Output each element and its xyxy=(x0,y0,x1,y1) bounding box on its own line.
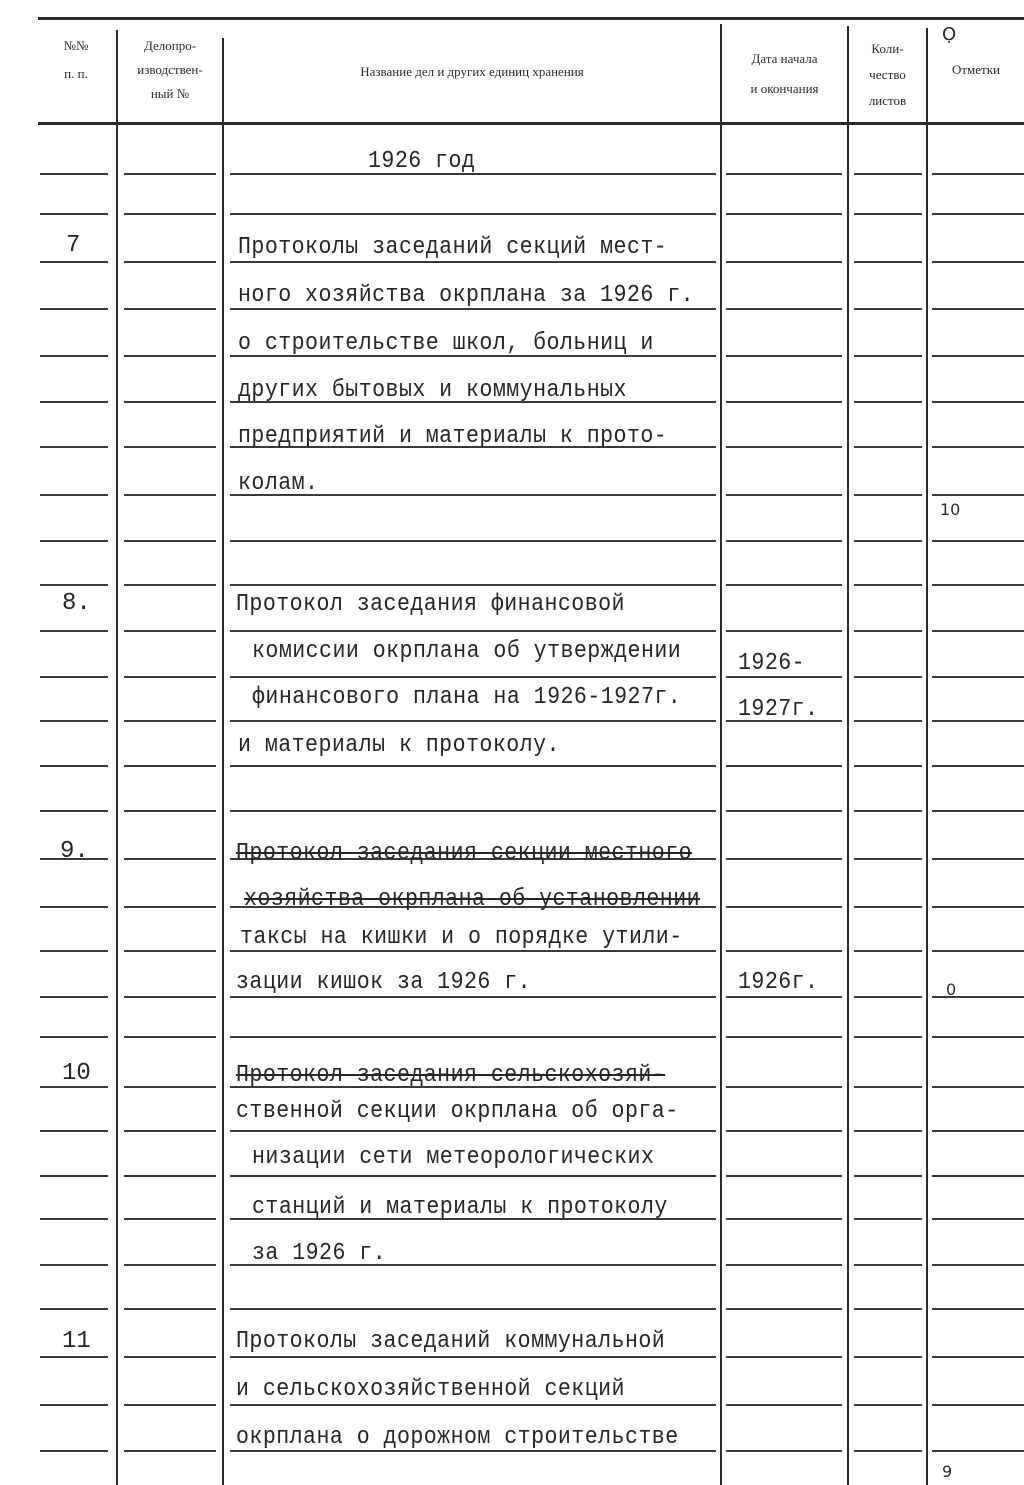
ruled-line xyxy=(230,720,716,722)
ruled-line xyxy=(932,906,1024,908)
ruled-line xyxy=(124,1404,216,1406)
entry-number: 7 xyxy=(66,232,81,259)
ruled-line xyxy=(932,1036,1024,1038)
ruled-line xyxy=(854,173,922,175)
entry-date: 1927г. xyxy=(738,696,819,723)
ruled-line xyxy=(40,494,108,496)
ruled-line xyxy=(854,676,922,678)
ruled-line xyxy=(124,173,216,175)
ruled-line xyxy=(124,1356,216,1358)
entry-title-line: других бытовых и коммунальных xyxy=(238,377,627,404)
ruled-line xyxy=(124,1450,216,1452)
ruled-line xyxy=(932,720,1024,722)
ruled-line xyxy=(124,584,216,586)
entry-number: 10 xyxy=(62,1060,91,1087)
ruled-line xyxy=(932,1218,1024,1220)
ruled-line xyxy=(124,213,216,215)
ruled-line xyxy=(124,810,216,812)
ruled-line xyxy=(230,1356,716,1358)
ruled-line xyxy=(726,1404,842,1406)
ruled-line xyxy=(854,540,922,542)
ruled-line xyxy=(230,810,716,812)
entry-note: 9 xyxy=(942,1462,953,1481)
ruled-line xyxy=(854,1356,922,1358)
entry-number: 11 xyxy=(62,1328,91,1355)
ruled-line xyxy=(726,540,842,542)
header-col-sheets: Коли- чество листов xyxy=(868,41,907,108)
entry-title-line: ного хозяйства окрплана за 1926 г. xyxy=(238,282,695,309)
ruled-line xyxy=(854,810,922,812)
ruled-line xyxy=(932,765,1024,767)
ruled-line xyxy=(40,355,108,357)
ruled-line xyxy=(124,858,216,860)
ruled-line xyxy=(932,1450,1024,1452)
col-divider-3 xyxy=(720,24,722,1485)
col-divider-4 xyxy=(847,26,849,1485)
ruled-line xyxy=(726,494,842,496)
ruled-line xyxy=(726,906,842,908)
ruled-line xyxy=(230,1308,716,1310)
header-bottom-rule xyxy=(38,122,1024,125)
ruled-line xyxy=(932,540,1024,542)
ruled-line xyxy=(726,1218,842,1220)
entry-title-line: за 1926 г. xyxy=(252,1240,387,1267)
ruled-line xyxy=(854,1218,922,1220)
ruled-line xyxy=(726,584,842,586)
ruled-line xyxy=(40,261,108,263)
ruled-line xyxy=(932,446,1024,448)
ruled-line xyxy=(726,1130,842,1132)
ruled-line xyxy=(40,1130,108,1132)
ruled-line xyxy=(124,906,216,908)
ruled-line xyxy=(726,446,842,448)
ruled-line xyxy=(854,401,922,403)
ruled-line xyxy=(40,1218,108,1220)
ruled-line xyxy=(124,355,216,357)
ruled-line xyxy=(854,261,922,263)
ruled-line xyxy=(854,996,922,998)
ruled-line xyxy=(230,630,716,632)
ruled-line xyxy=(854,213,922,215)
entry-title-line: комиссии окрплана об утверждении xyxy=(252,638,682,665)
entry-title-line: низации сети метеорологических xyxy=(252,1144,655,1171)
entry-note: 0 xyxy=(946,980,957,999)
entry-title-line: о строительстве школ, больниц и xyxy=(238,330,654,357)
ruled-line xyxy=(124,308,216,310)
ruled-line xyxy=(230,1130,716,1132)
ruled-line xyxy=(124,630,216,632)
ruled-line xyxy=(40,1404,108,1406)
ruled-line xyxy=(230,996,716,998)
ruled-line xyxy=(726,765,842,767)
ruled-line xyxy=(854,1450,922,1452)
ruled-line xyxy=(40,173,108,175)
ruled-line xyxy=(40,540,108,542)
ruled-line xyxy=(40,720,108,722)
entry-title-line: ственной секции окрплана об орга- xyxy=(236,1098,679,1125)
ruled-line xyxy=(40,1036,108,1038)
ruled-line xyxy=(40,765,108,767)
ruled-line xyxy=(124,1175,216,1177)
header-notes-mark-icon: Ọ xyxy=(942,24,957,45)
ruled-line xyxy=(726,950,842,952)
ruled-line xyxy=(932,1130,1024,1132)
ruled-line xyxy=(726,1264,842,1266)
ruled-line xyxy=(932,261,1024,263)
ruled-line xyxy=(40,996,108,998)
ruled-line xyxy=(40,1308,108,1310)
ruled-line xyxy=(230,213,716,215)
ruled-line xyxy=(230,1404,716,1406)
entry-date: 1926- xyxy=(738,650,806,677)
entry-number: 9. xyxy=(60,838,89,865)
entry-title-line: таксы на кишки и о порядке утили- xyxy=(240,924,683,951)
ruled-line xyxy=(230,1036,716,1038)
ruled-line xyxy=(932,213,1024,215)
ruled-line xyxy=(854,494,922,496)
ruled-line xyxy=(932,1086,1024,1088)
ruled-line xyxy=(932,630,1024,632)
ruled-line xyxy=(854,308,922,310)
ruled-line xyxy=(124,1036,216,1038)
ruled-line xyxy=(40,584,108,586)
ruled-line xyxy=(932,1175,1024,1177)
entry-title-line: станций и материалы к протоколу xyxy=(252,1194,668,1221)
ruled-line xyxy=(230,540,716,542)
ruled-line xyxy=(726,401,842,403)
ruled-line xyxy=(726,1175,842,1177)
ruled-line xyxy=(932,858,1024,860)
ruled-line xyxy=(124,540,216,542)
ruled-line xyxy=(932,584,1024,586)
ruled-line xyxy=(854,630,922,632)
col-divider-5 xyxy=(926,28,928,1485)
section-heading: 1926 год xyxy=(368,148,476,175)
ruled-line xyxy=(854,858,922,860)
ruled-line xyxy=(726,213,842,215)
ruled-line xyxy=(124,996,216,998)
ruled-line xyxy=(124,765,216,767)
ruled-line xyxy=(726,810,842,812)
ruled-line xyxy=(726,996,842,998)
ruled-line xyxy=(854,1264,922,1266)
entry-title-line: Протоколы заседаний секций мест- xyxy=(238,234,668,261)
ruled-line xyxy=(40,1175,108,1177)
entry-title-line: и материалы к протоколу. xyxy=(238,732,560,759)
ruled-line xyxy=(124,261,216,263)
ruled-line xyxy=(726,173,842,175)
ruled-line xyxy=(124,950,216,952)
ruled-line xyxy=(854,1130,922,1132)
ruled-line xyxy=(230,584,716,586)
ruled-line xyxy=(854,1404,922,1406)
entry-title-line: хозяйства окрплана об установлении xyxy=(244,886,701,913)
ruled-line xyxy=(40,810,108,812)
entry-date: 1926г. xyxy=(738,969,819,996)
entry-title-line: окрплана о дорожном строительстве xyxy=(236,1424,679,1451)
ruled-line xyxy=(854,720,922,722)
header-col-title: Название дел и других единиц хранения xyxy=(360,64,584,79)
ruled-line xyxy=(230,676,716,678)
ruled-line xyxy=(230,1175,716,1177)
ruled-line xyxy=(124,1130,216,1132)
ruled-line xyxy=(726,261,842,263)
ruled-line xyxy=(726,1086,842,1088)
ruled-line xyxy=(40,1264,108,1266)
ruled-line xyxy=(230,261,716,263)
ruled-line xyxy=(40,630,108,632)
entry-number: 8. xyxy=(62,590,91,617)
ruled-line xyxy=(854,355,922,357)
ruled-line xyxy=(726,858,842,860)
ruled-line xyxy=(854,950,922,952)
ruled-line xyxy=(932,173,1024,175)
col-divider-1 xyxy=(116,30,118,1485)
ruled-line xyxy=(40,213,108,215)
top-rule xyxy=(38,17,1024,20)
ruled-line xyxy=(40,1450,108,1452)
header-col-dates: Дата начала и окончания xyxy=(750,51,819,96)
ruled-line xyxy=(854,765,922,767)
ruled-line xyxy=(932,1308,1024,1310)
entry-title-line: финансового плана на 1926-1927г. xyxy=(252,684,682,711)
ruled-line xyxy=(932,1356,1024,1358)
header-col-number: №№ п. п. xyxy=(63,38,89,81)
col-divider-2 xyxy=(222,38,224,1485)
ruled-line xyxy=(932,401,1024,403)
ruled-line xyxy=(124,494,216,496)
entry-title-line: Протокол заседания секции местного xyxy=(236,840,693,867)
ruled-line xyxy=(932,676,1024,678)
ruled-line xyxy=(726,1356,842,1358)
ruled-line xyxy=(726,308,842,310)
ruled-line xyxy=(932,355,1024,357)
entry-note: 10 xyxy=(940,500,961,519)
ruled-line xyxy=(932,950,1024,952)
ruled-line xyxy=(726,1450,842,1452)
ruled-line xyxy=(932,810,1024,812)
ruled-line xyxy=(854,1175,922,1177)
ruled-line xyxy=(854,446,922,448)
ruled-line xyxy=(124,1086,216,1088)
ruled-line xyxy=(124,1264,216,1266)
ruled-line xyxy=(40,401,108,403)
ruled-line xyxy=(124,1218,216,1220)
ruled-line xyxy=(40,1356,108,1358)
ruled-line xyxy=(932,308,1024,310)
ruled-line xyxy=(726,630,842,632)
ruled-line xyxy=(854,906,922,908)
ruled-line xyxy=(932,1264,1024,1266)
ruled-line xyxy=(124,676,216,678)
entry-title-line: Протокол заседания финансовой xyxy=(236,591,625,618)
ruled-line xyxy=(124,720,216,722)
ruled-line xyxy=(230,765,716,767)
ruled-line xyxy=(854,584,922,586)
ruled-line xyxy=(726,1036,842,1038)
ruled-line xyxy=(726,1308,842,1310)
entry-title-line: Протокол заседания сельскохозяй- xyxy=(236,1062,666,1089)
ruled-line xyxy=(854,1036,922,1038)
ruled-line xyxy=(40,906,108,908)
entry-title-line: Протоколы заседаний коммунальной xyxy=(236,1328,666,1355)
entry-title-line: колам. xyxy=(238,470,319,497)
ruled-line xyxy=(932,1404,1024,1406)
ruled-line xyxy=(40,950,108,952)
ruled-line xyxy=(40,308,108,310)
ruled-line xyxy=(124,1308,216,1310)
entry-title-line: зации кишок за 1926 г. xyxy=(236,969,532,996)
ruled-line xyxy=(854,1308,922,1310)
entry-title-line: и сельскохозяйственной секций xyxy=(236,1376,625,1403)
ruled-line xyxy=(726,355,842,357)
ruled-line xyxy=(932,494,1024,496)
ruled-line xyxy=(40,676,108,678)
entry-title-line: предприятий и материалы к прото- xyxy=(238,423,668,450)
ruled-line xyxy=(124,401,216,403)
ruled-line xyxy=(854,1086,922,1088)
ruled-line xyxy=(124,446,216,448)
ruled-line xyxy=(40,446,108,448)
header-col-office-number: Делопро- изводствен- ный № xyxy=(137,38,203,101)
header-col-notes: Отметки xyxy=(951,62,1001,77)
